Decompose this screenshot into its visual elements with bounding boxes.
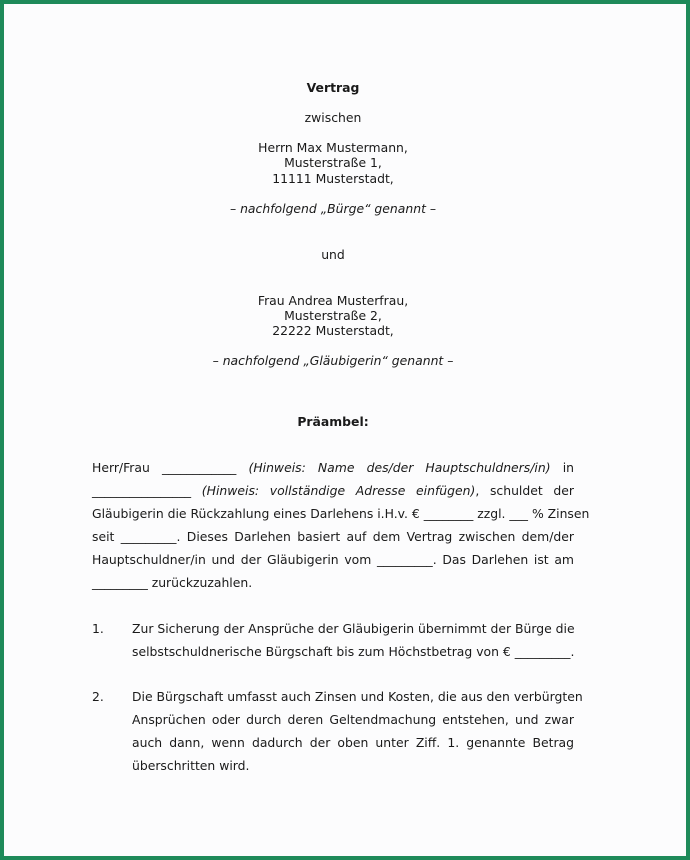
and-text: und bbox=[321, 247, 345, 262]
preamble-line-2-a: ________________ bbox=[92, 483, 192, 498]
preamble-line-1-a: Herr/Frau ____________ bbox=[92, 460, 237, 475]
party1-name: Herrn Max Mustermann, bbox=[258, 140, 408, 155]
party2-city: 22222 Musterstadt, bbox=[272, 323, 394, 338]
party2-name: Frau Andrea Musterfrau, bbox=[257, 293, 409, 308]
preamble-line-2-c: , schuldet der bbox=[475, 483, 574, 498]
preamble-heading: Präambel: bbox=[297, 414, 369, 429]
clause-2-line-4: überschritten wird. bbox=[132, 758, 250, 773]
preamble-line-2 bbox=[92, 483, 574, 498]
page-title: Vertrag bbox=[306, 80, 360, 95]
clause-1-number: 1. bbox=[92, 621, 104, 636]
preamble-line-1-c: in bbox=[562, 460, 574, 475]
clause-1-line-1: Zur Sicherung der Ansprüche der Gläubigerin übernimmt der Bürge die bbox=[132, 621, 575, 636]
party1-city: 11111 Musterstadt, bbox=[272, 171, 394, 186]
clause-2-line-2: Ansprüchen oder durch deren Geltendmachung entstehen, und zwar bbox=[132, 712, 574, 727]
clause-1-line-2: selbstschuldnerische Bürgschaft bis zum Höchstbetrag von € _________. bbox=[132, 644, 575, 659]
preamble-line-3: Gläubigerin die Rückzahlung eines Darlehens i.H.v. € ________ zzgl. ___ % Zinsen bbox=[92, 506, 590, 521]
preamble-line-2-hint: (Hinweis: vollständige Adresse einfügen) bbox=[201, 483, 476, 498]
clause-2-line-1: Die Bürgschaft umfasst auch Zinsen und Kosten, die aus den verbürgten bbox=[132, 689, 583, 704]
party1-role: – nachfolgend „Bürge“ genannt – bbox=[229, 201, 437, 216]
preamble-line-4: seit _________. Dieses Darlehen basiert auf dem Vertrag zwischen dem/der bbox=[92, 529, 574, 544]
party1-street: Musterstraße 1, bbox=[284, 155, 382, 170]
clause-2-number: 2. bbox=[92, 689, 104, 704]
preamble-line-1-hint: (Hinweis: Name des/der Hauptschuldners/in) bbox=[248, 460, 551, 475]
preamble-line-5: Hauptschuldner/in und der Gläubigerin vom _________. Das Darlehen ist am bbox=[92, 552, 574, 567]
clause-2-line-3: auch dann, wenn dadurch der oben unter Ziff. 1. genannte Betrag bbox=[132, 735, 574, 750]
between-text: zwischen bbox=[304, 110, 362, 125]
preamble-line-6: _________ zurückzuzahlen. bbox=[92, 575, 253, 590]
party2-street: Musterstraße 2, bbox=[284, 308, 382, 323]
preamble-line-1 bbox=[92, 460, 574, 475]
party2-role: – nachfolgend „Gläubigerin“ genannt – bbox=[212, 353, 454, 368]
